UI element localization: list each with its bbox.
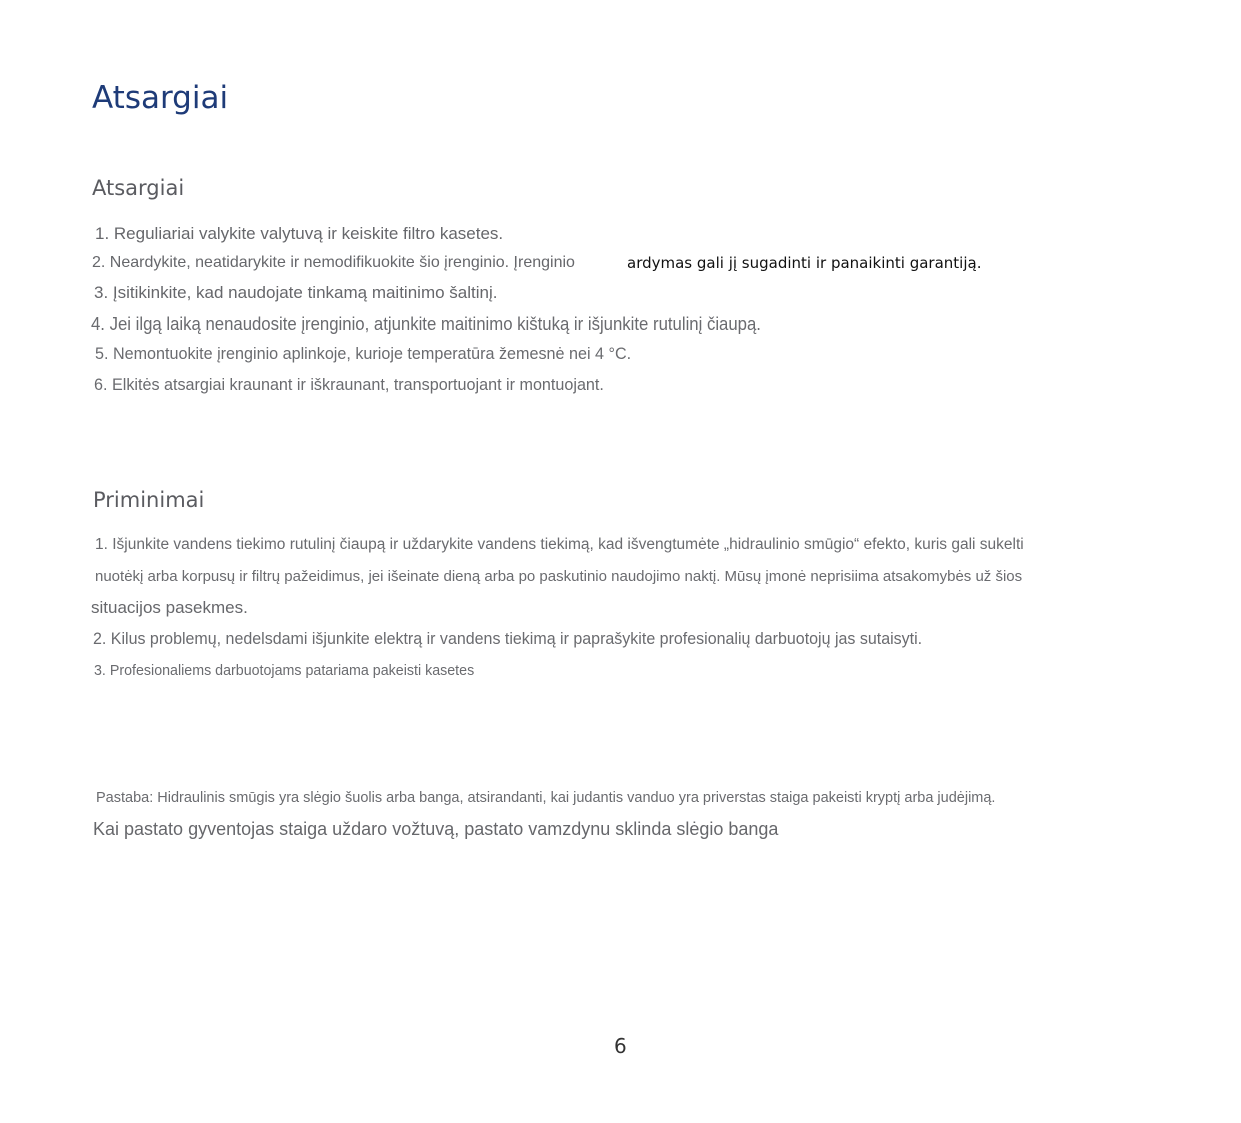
reminders-heading: Priminimai [93, 488, 205, 512]
page-title: Atsargiai [92, 80, 229, 116]
note-line-1: Pastaba: Hidraulinis smūgis yra slėgio šuolis arba banga, atsirandanti, kai judantis vanduo yra priverstas staiga pakeisti kryptį arba judėjimą. [96, 790, 996, 806]
caution-item-2-continued: ardymas gali jį sugadinti ir panaikinti garantiją. [627, 254, 982, 272]
caution-item-2: 2. Neardykite, neatidarykite ir nemodifikuokite šio įrenginio. Įrenginio [92, 254, 575, 271]
reminder-item-2: 2. Kilus problemų, nedelsdami išjunkite elektrą ir vandens tiekimą ir paprašykite profesionalių darbuotojų jas sutaisyti. [93, 630, 923, 648]
note-line-2: Kai pastato gyventojas staiga uždaro vožtuvą, pastato vamzdynu sklinda slėgio banga [93, 819, 779, 839]
caution-item-6: 6. Elkitės atsargiai kraunant ir iškraunant, transportuojant ir montuojant. [94, 375, 604, 394]
reminder-item-1-line-3: situacijos pasekmes. [91, 598, 248, 617]
reminder-item-1-line-1: 1. Išjunkite vandens tiekimo rutulinį čiaupą ir uždarykite vandens tiekimą, kad išvengtumėte „hidraulinio smūgio“ efekto, kuris gali sukelti [95, 536, 1024, 553]
caution-item-5: 5. Nemontuokite įrenginio aplinkoje, kurioje temperatūra žemesnė nei 4 °C. [95, 344, 632, 363]
reminder-item-1-line-2: nuotėkį arba korpusų ir filtrų pažeidimus, jei išeinate dieną arba po paskutinio naudojimo naktį. Mūsų įmonė neprisiima atsakomybės už šios [95, 568, 1023, 585]
cautions-heading: Atsargiai [92, 176, 185, 200]
caution-item-4: 4. Jei ilgą laiką nenaudosite įrenginio, atjunkite maitinimo kištuką ir išjunkite rutulinį čiaupą. [91, 314, 761, 334]
caution-item-1: 1. Reguliariai valykite valytuvą ir keiskite filtro kasetes. [95, 224, 504, 243]
page-number: 6 [614, 1034, 627, 1058]
caution-item-3: 3. Įsitikinkite, kad naudojate tinkamą maitinimo šaltinį. [94, 283, 498, 302]
reminder-item-3: 3. Profesionaliems darbuotojams patariama pakeisti kasetes [94, 662, 475, 679]
